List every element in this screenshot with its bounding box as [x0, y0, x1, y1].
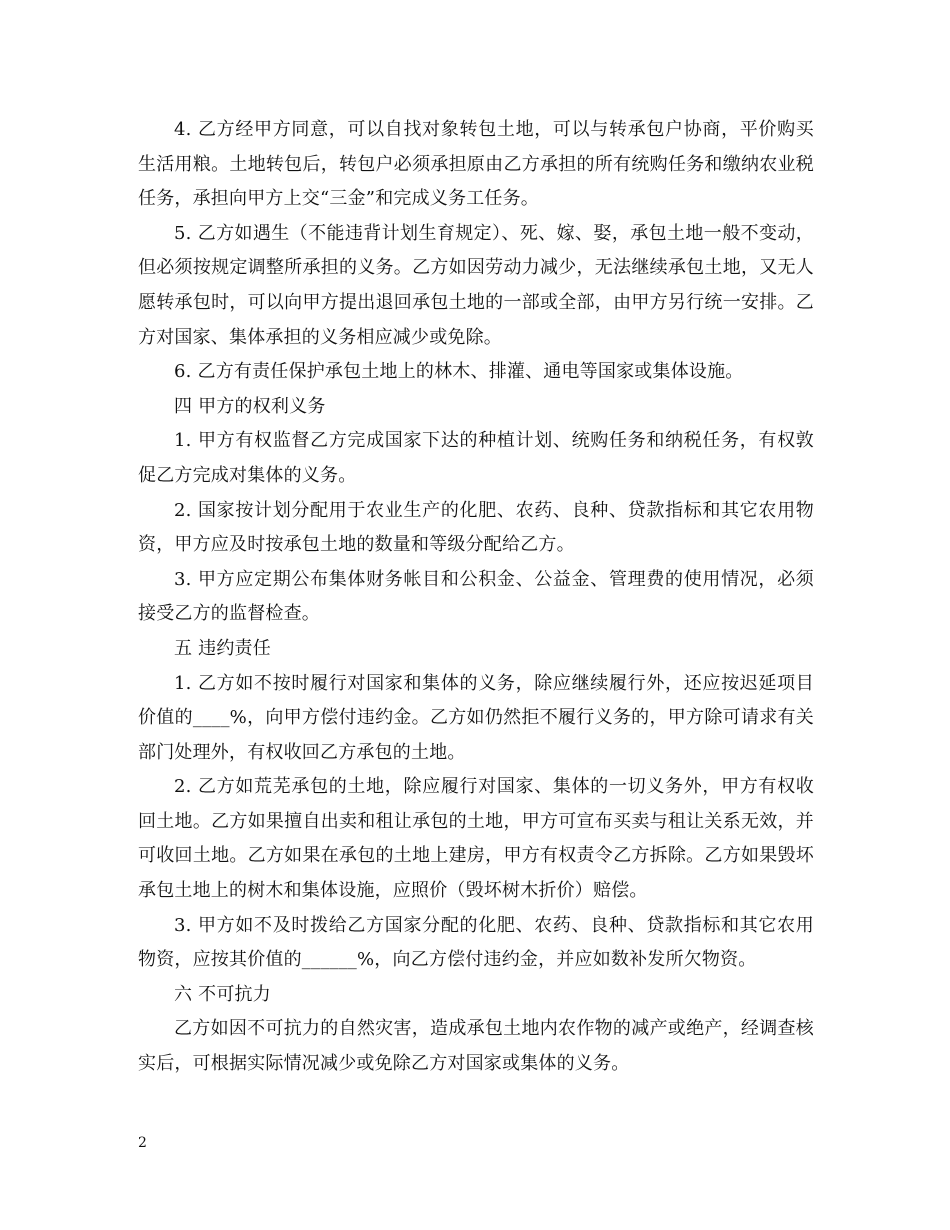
section-heading: 四 甲方的权利义务: [174, 395, 326, 417]
clause-paragraph: 2. 国家按计划分配用于农业生产的化肥、农药、良种、贷款指标和其它农用物资，甲方应及时按承包土地的数量和等级分配给乙方。: [138, 499, 814, 556]
section-heading: 五 违约责任: [174, 637, 271, 659]
clause-paragraph: 3. 甲方如不及时拨给乙方国家分配的化肥、农药、良种、贷款指标和其它农用物资，应按其价值的______%，向乙方偿付违约金，并应如数补发所欠物资。: [138, 914, 814, 971]
section-heading: 六 不可抗力: [174, 983, 271, 1005]
clause-paragraph: 4. 乙方经甲方同意，可以自找对象转包土地，可以与转承包户协商，平价购买生活用粮。土地转包后，转包户必须承担原由乙方承担的所有统购任务和缴纳农业税任务，承担向甲方上交“三金”和完成义务工任务。: [138, 119, 814, 210]
clause-paragraph: 乙方如因不可抗力的自然灾害，造成承包土地内农作物的减产或绝产，经调查核实后，可根据实际情况减少或免除乙方对国家或集体的义务。: [138, 1018, 814, 1075]
page-number: 2: [138, 1135, 147, 1151]
clause-paragraph: 1. 甲方有权监督乙方完成国家下达的种植计划、统购任务和纳税任务，有权敦促乙方完成对集体的义务。: [138, 430, 814, 486]
clause-paragraph: 2. 乙方如荒芜承包的土地，除应履行对国家、集体的一切义务外，甲方有权收回土地。乙方如果擅自出卖和租让承包的土地，甲方可宣布买卖与租让关系无效，并可收回土地。乙方如果在承包的土地上建房，甲方有权责令乙方拆除。乙方如果毁坏承包土地上的树木和集体设施，应照价（毁坏树木折价）赔偿。: [138, 776, 814, 902]
document-body: [138, 113, 814, 1082]
clause-paragraph: 3. 甲方应定期公布集体财务帐目和公积金、公益金、管理费的使用情况，必须接受乙方的监督检查。: [138, 568, 814, 625]
clause-paragraph: 6. 乙方有责任保护承包土地上的林木、排灌、通电等国家或集体设施。: [174, 361, 744, 383]
clause-paragraph: 5. 乙方如遇生（不能违背计划生育规定）、死、嫁、娶，承包土地一般不变动，但必须按规定调整所承担的义务。乙方如因劳动力减少，无法继续承包土地，又无人愿转承包时，可以向甲方提出退回承包土地的一部或全部，由甲方另行统一安排。乙方对国家、集体承担的义务相应减少或免除。: [138, 222, 814, 348]
clause-paragraph: 1. 乙方如不按时履行对国家和集体的义务，除应继续履行外，还应按迟延项目价值的____%，向甲方偿付违约金。乙方如仍然拒不履行义务的，甲方除可请求有关部门处理外，有权收回乙方承包的土地。: [138, 672, 814, 763]
